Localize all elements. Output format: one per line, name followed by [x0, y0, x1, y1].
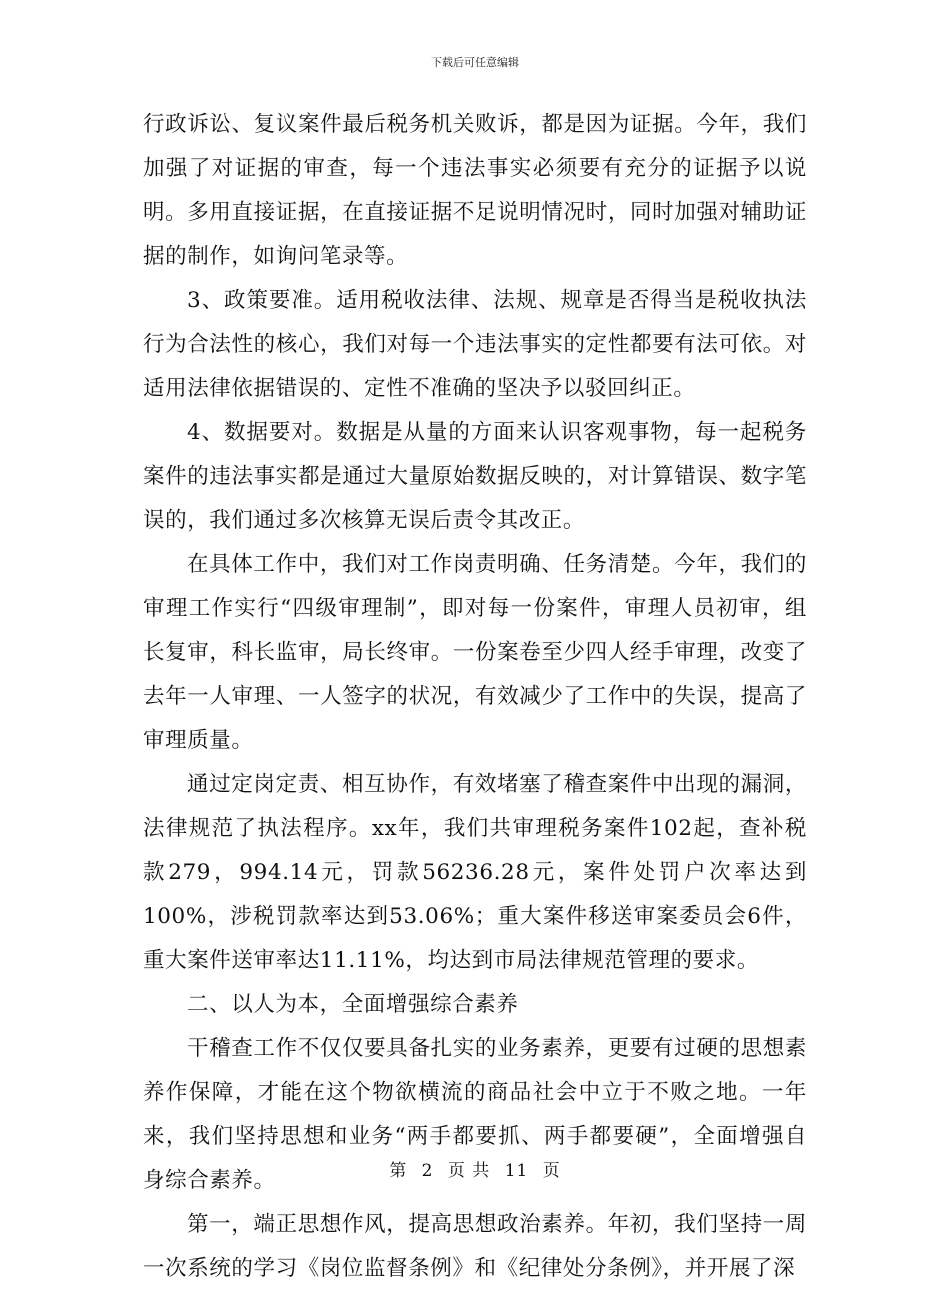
document-body: [143, 103, 807, 1291]
paragraph-5: 通过定岗定责、相互协作，有效堵塞了稽查案件中出现的漏洞，法律规范了执法程序。xx年，我们共审理税务案件102起，查补税款279，994.14元，罚款56236.28元，案件处罚户次率达到100%，涉税罚款率达到53.06%；重大案件移送审案委员会6件，重大案件送审率达11.11%，均达到市局法律规范管理的要求。: [143, 772, 807, 973]
footer-current-page: 2: [421, 1161, 434, 1181]
footer-label-page: 第: [389, 1161, 408, 1181]
paragraph-4: 在具体工作中，我们对工作岗责明确、任务清楚。今年，我们的审理工作实行“四级审理制”，即对每一份案件，审理人员初审，组长复审，科长监审，局长终审。一份案卷至少四人经手审理，改变了去年一人审理、一人签字的状况，有效减少了工作中的失误，提高了审理质量。: [143, 552, 807, 753]
paragraph-1: 行政诉讼、复议案件最后税务机关败诉，都是因为证据。今年，我们加强了对证据的审查，每一个违法事实必须要有充分的证据予以说明。多用直接证据，在直接证据不足说明情况时，同时加强对辅助证据的制作，如询问笔录等。: [143, 112, 807, 269]
paragraph-6: 干稽查工作不仅仅要具备扎实的业务素养，更要有过硬的思想素养作保障，才能在这个物欲横流的商品社会中立于不败之地。一年来，我们坚持思想和业务“两手都要抓、两手都要硬”，全面增强自身综合素养。: [143, 1036, 807, 1193]
page-footer: [0, 1156, 950, 1181]
paragraph-7: 第一，端正思想作风，提高思想政治素养。年初，我们坚持一周一次系统的学习《岗位监督条例》和《纪律处分条例》，并开展了深: [143, 1212, 807, 1281]
footer-label-of: 页 共: [447, 1161, 491, 1181]
paragraph-2: 3、政策要准。适用税收法律、法规、规章是否得当是税收执法行为合法性的核心，我们对每一个违法事实的定性都要有法可依。对适用法律依据错误的、定性不准确的坚决予以驳回纠正。: [143, 288, 807, 401]
footer-label-pages: 页: [542, 1161, 561, 1181]
page-header: 下载后可任意编辑: [431, 56, 519, 69]
paragraph-3: 4、数据要对。数据是从量的方面来认识客观事物，每一起税务案件的违法事实都是通过大量原始数据反映的，对计算错误、数字笔误的，我们通过多次核算无误后责令其改正。: [143, 420, 807, 533]
footer-total-pages: 11: [504, 1161, 529, 1181]
section-heading: 二、以人为本，全面增强综合素养: [187, 992, 519, 1017]
